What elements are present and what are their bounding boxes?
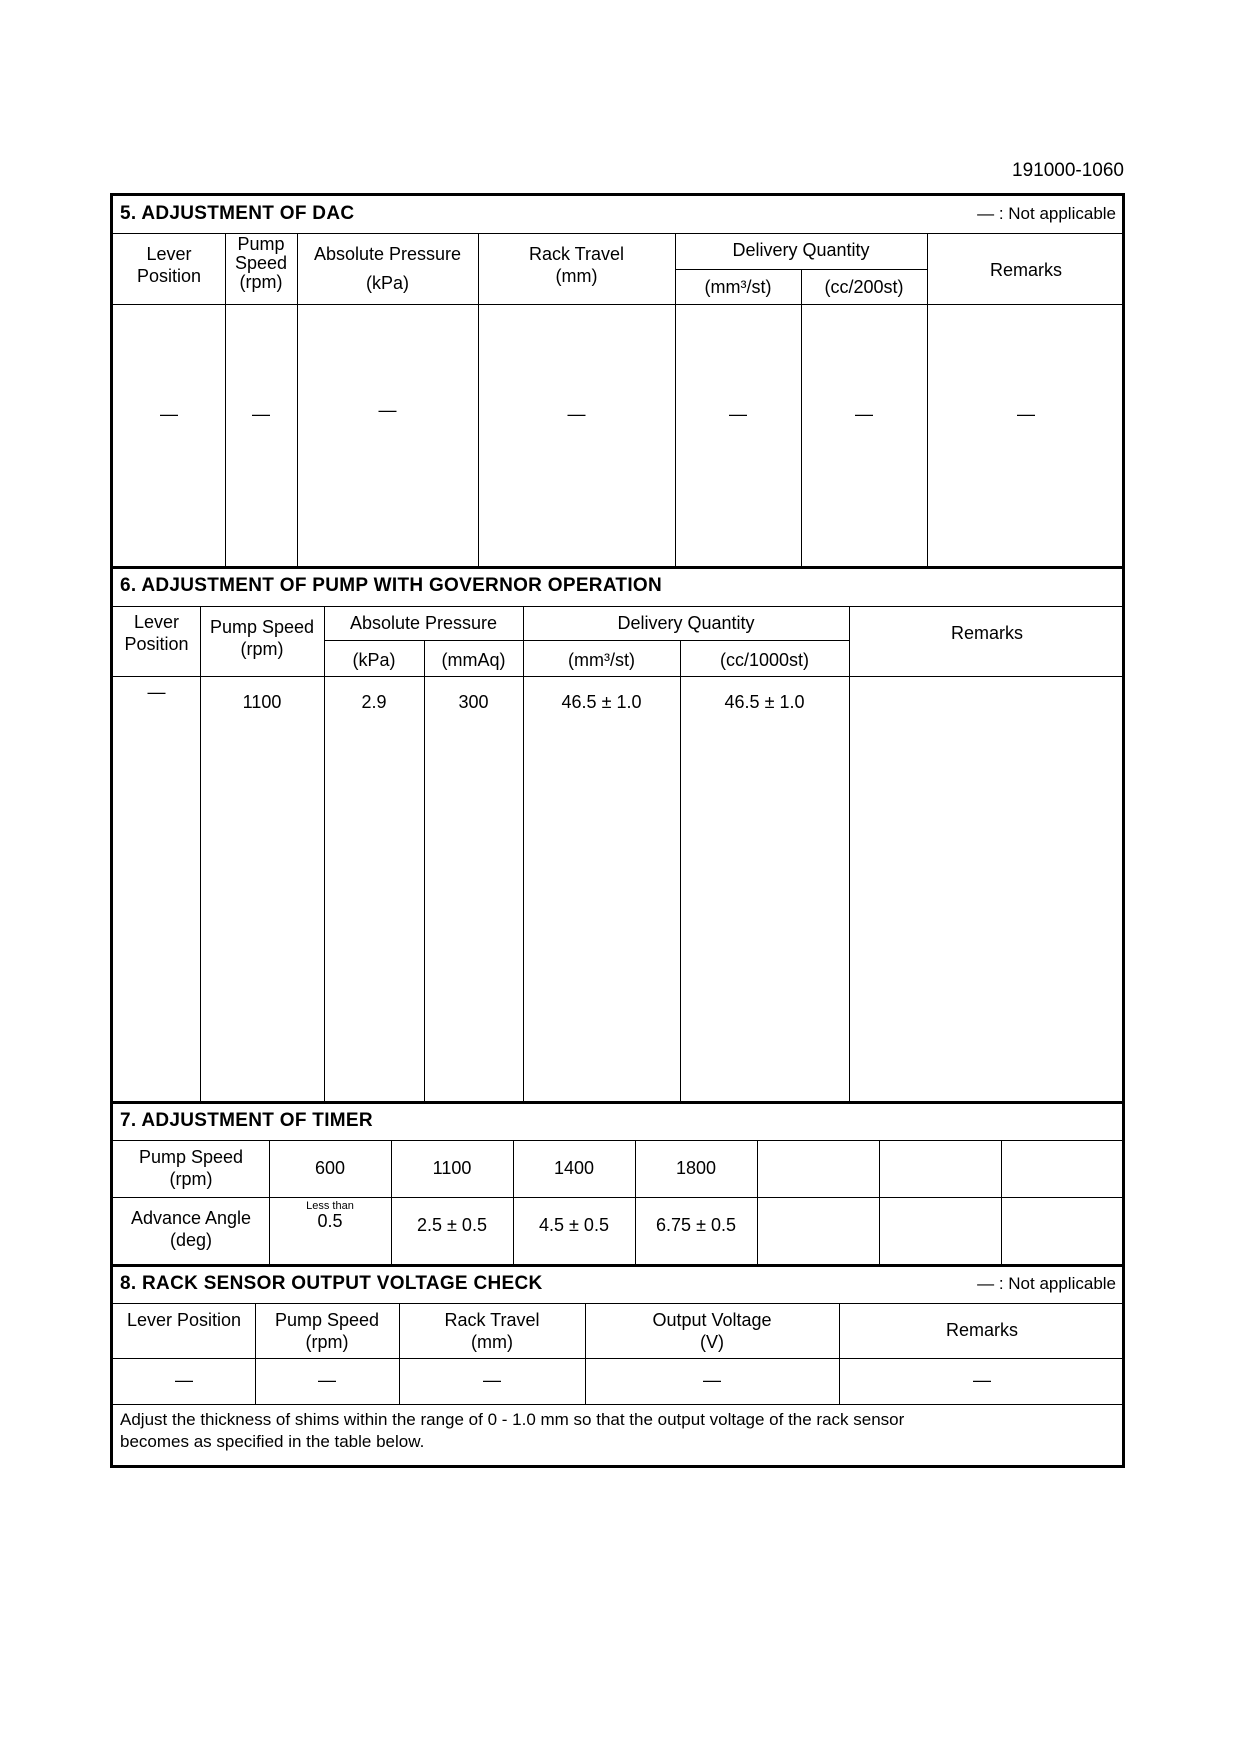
table-cell: —	[729, 404, 747, 424]
section-7-title: 7. ADJUSTMENT OF TIMER	[120, 1110, 373, 1131]
table-cell: —	[483, 1370, 501, 1390]
table-cell: 1400	[553, 1158, 595, 1178]
col-remarks: Remarks	[950, 623, 1023, 643]
col-pressure-kpa: (kPa)	[352, 650, 396, 670]
table-cell: —	[855, 404, 873, 424]
table-cell: 1800	[675, 1158, 717, 1178]
col-delivery-mm3: (mm³/st)	[704, 277, 772, 297]
table-cell: —	[567, 404, 586, 424]
section-5-dac	[110, 193, 1125, 569]
table-cell: —	[703, 1370, 721, 1390]
table-cell: —	[973, 1370, 991, 1390]
col-rack-travel: Rack Travel (mm)	[444, 1310, 540, 1352]
table-cell: 1100	[242, 692, 282, 712]
col-delivery-quantity: Delivery Quantity	[732, 240, 870, 260]
table-cell: —	[175, 1370, 193, 1390]
col-pump-speed: Pump Speed (rpm)	[274, 1310, 380, 1352]
table-cell: 46.5 ± 1.0	[724, 692, 805, 712]
col-remarks: Remarks	[945, 1320, 1018, 1340]
col-pressure-mmaq: (mmAq)	[441, 650, 506, 670]
section-6-governor	[110, 569, 1125, 1104]
section-5-title: 5. ADJUSTMENT OF DAC	[120, 203, 355, 224]
col-absolute-pressure-unit: (kPa)	[365, 273, 409, 293]
col-rack-travel-unit: (mm)	[555, 266, 598, 286]
col-pump-speed: Pump Speed (rpm)	[209, 617, 315, 659]
col-delivery-cc: (cc/1000st)	[719, 650, 810, 670]
table-cell: —	[147, 682, 166, 702]
table-cell: 2.9	[361, 692, 387, 712]
table-cell: 1100	[432, 1158, 472, 1178]
col-lever-position: Lever Position	[136, 244, 202, 286]
section-7-timer	[110, 1104, 1125, 1267]
section-8-rack-sensor	[110, 1267, 1125, 1468]
table-cell: 6.75 ± 0.5	[656, 1215, 736, 1235]
table-cell: —	[378, 400, 397, 420]
not-applicable-legend: — : Not applicable	[977, 204, 1116, 223]
less-than-note: Less than	[306, 1200, 354, 1212]
table-cell: —	[1017, 404, 1035, 424]
row-advance-angle-label: Advance Angle (deg)	[130, 1208, 252, 1250]
col-lever-position: Lever Position	[124, 612, 189, 654]
col-remarks: Remarks	[989, 260, 1062, 280]
col-pump-speed: Pump Speed (rpm)	[234, 234, 288, 292]
table-cell: —	[160, 404, 178, 424]
table-cell: 600	[314, 1158, 346, 1178]
col-rack-travel: Rack Travel	[528, 244, 625, 264]
col-delivery-mm3: (mm³/st)	[568, 650, 635, 670]
section-6-title: 6. ADJUSTMENT OF PUMP WITH GOVERNOR OPERATION	[120, 575, 663, 596]
table-cell: 0.5	[317, 1211, 343, 1231]
col-absolute-pressure: Absolute Pressure	[349, 613, 498, 633]
table-cell: 2.5 ± 0.5	[417, 1215, 487, 1235]
table-cell: —	[252, 404, 270, 424]
adjustment-note: Adjust the thickness of shims within the range of 0 - 1.0 mm so that the output voltage of the rack sensor becomes as specified in the table below.	[120, 1410, 905, 1451]
col-absolute-pressure: Absolute Pressure	[313, 244, 462, 264]
not-applicable-legend: — : Not applicable	[977, 1274, 1116, 1293]
section-8-title: 8. RACK SENSOR OUTPUT VOLTAGE CHECK	[120, 1273, 543, 1294]
document-number: 191000-1060	[1012, 160, 1124, 181]
table-cell: 300	[458, 692, 489, 712]
col-lever-position: Lever Position	[126, 1310, 242, 1330]
col-delivery-cc: (cc/200st)	[824, 277, 904, 297]
table-cell: —	[318, 1370, 336, 1390]
col-delivery-quantity: Delivery Quantity	[617, 613, 755, 633]
row-pump-speed-label: Pump Speed (rpm)	[138, 1147, 244, 1189]
col-output-voltage: Output Voltage (V)	[652, 1310, 772, 1352]
table-cell: 46.5 ± 1.0	[561, 692, 642, 712]
table-cell: 4.5 ± 0.5	[539, 1215, 609, 1235]
